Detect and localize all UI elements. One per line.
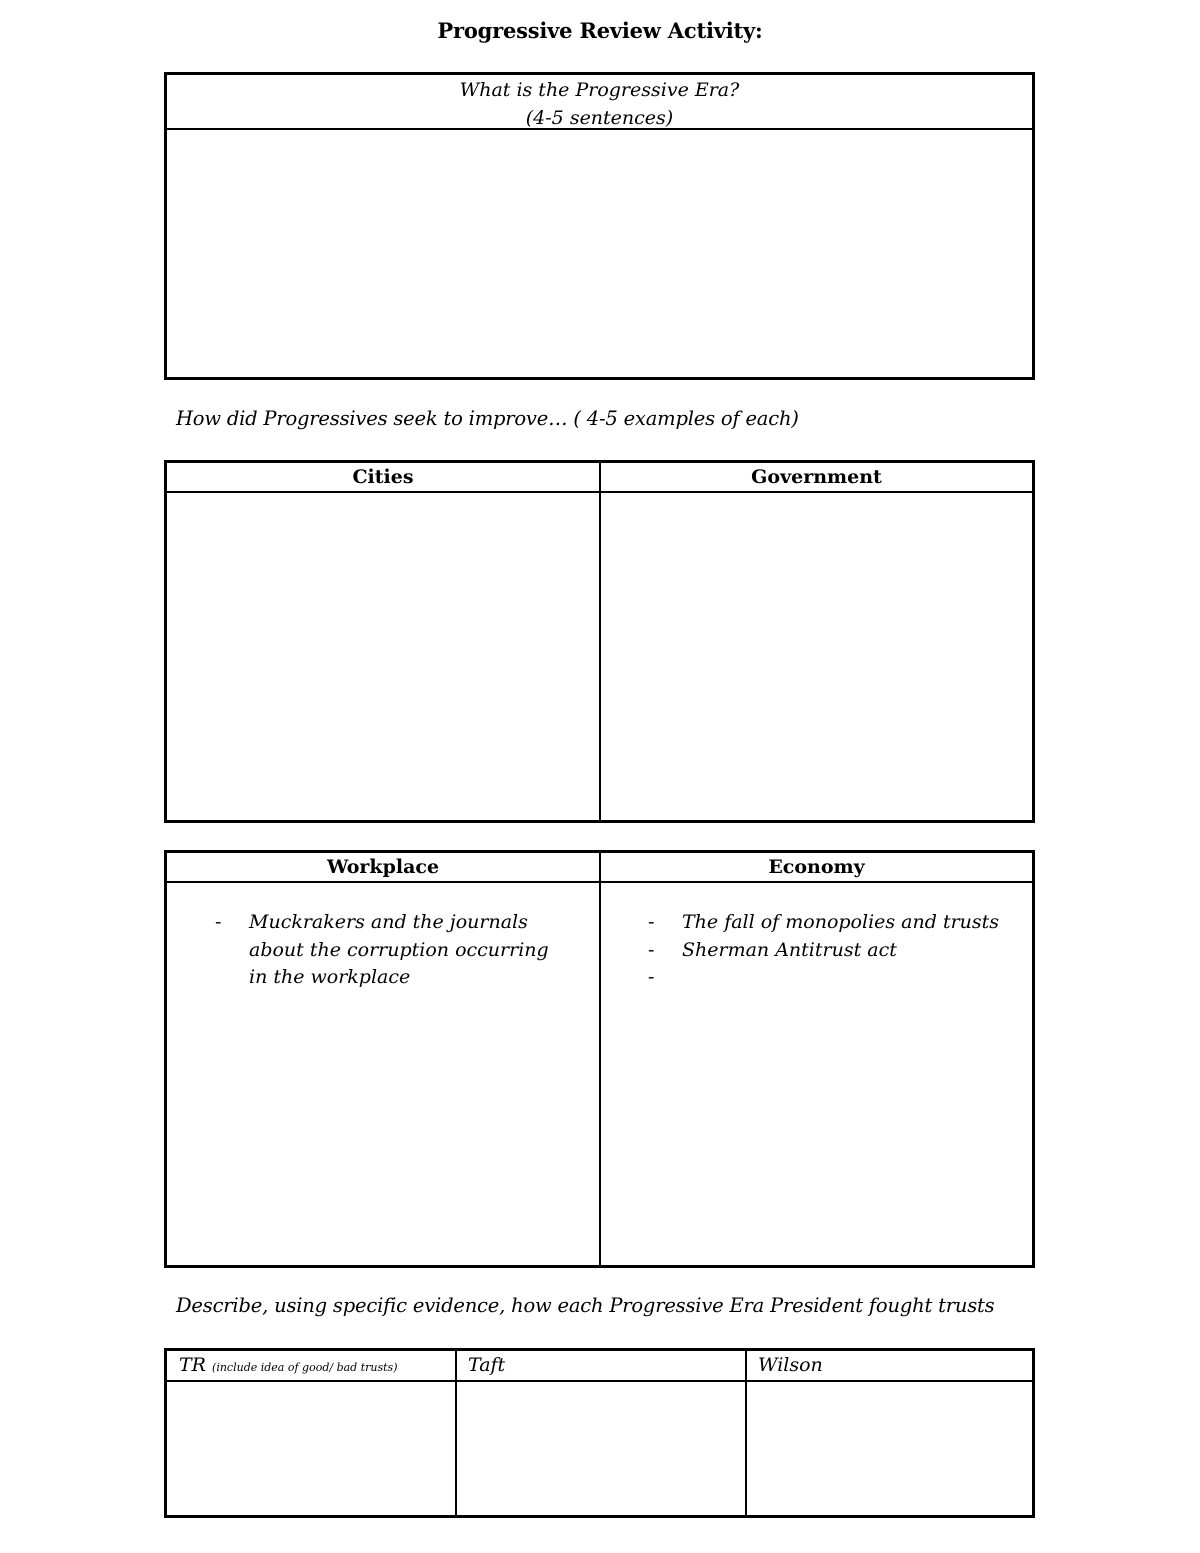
- era-hint: (4-5 sentences): [525, 107, 674, 129]
- economy-column: [601, 853, 1032, 1265]
- government-column: [601, 463, 1032, 820]
- government-header: Government: [601, 463, 1032, 493]
- list-item: [648, 937, 1028, 965]
- wilson-header: [747, 1351, 1032, 1382]
- wilson-answer-area[interactable]: [747, 1382, 1032, 1515]
- progressive-era-box: [164, 72, 1035, 380]
- dash-marker: -: [648, 966, 655, 988]
- list-item: [215, 909, 555, 992]
- wilson-label: Wilson: [758, 1354, 823, 1376]
- workplace-column: [167, 853, 601, 1265]
- dash-marker: -: [215, 911, 222, 933]
- cities-header: Cities: [167, 463, 599, 493]
- economy-list[interactable]: [648, 909, 1028, 992]
- tr-note: (include idea of good/ bad trusts): [212, 1361, 398, 1374]
- list-item: [648, 964, 1028, 992]
- cities-column: [167, 463, 601, 820]
- tr-answer-area[interactable]: [167, 1382, 455, 1515]
- page-title: Progressive Review Activity:: [437, 18, 763, 43]
- dash-marker: -: [648, 938, 655, 961]
- dash-marker: -: [648, 911, 655, 933]
- workplace-economy-grid: [164, 850, 1035, 1268]
- presidents-table: [164, 1348, 1035, 1518]
- workplace-list[interactable]: [215, 909, 555, 992]
- economy-header: Economy: [601, 853, 1032, 883]
- government-answer-area[interactable]: [601, 493, 1032, 820]
- taft-answer-area[interactable]: [457, 1382, 745, 1515]
- list-item-text: The fall of monopolies and trusts: [682, 911, 1000, 933]
- cities-government-grid: [164, 460, 1035, 823]
- taft-column: [457, 1351, 747, 1515]
- taft-label: Taft: [468, 1354, 506, 1376]
- era-question: What is the Progressive Era?: [459, 79, 740, 101]
- tr-column: [167, 1351, 457, 1515]
- era-answer-area[interactable]: [167, 130, 1032, 377]
- improve-prompt: How did Progressives seek to improve… ( 4-5 examples of each): [176, 407, 799, 430]
- era-question-header: [167, 75, 1032, 130]
- tr-label: TR: [179, 1354, 206, 1376]
- taft-header: [457, 1351, 745, 1382]
- list-item: [648, 909, 1028, 937]
- list-item-text: Sherman Antitrust act: [682, 938, 897, 961]
- workplace-header: Workplace: [167, 853, 599, 883]
- tr-header: [167, 1351, 455, 1382]
- wilson-column: [747, 1351, 1032, 1515]
- president-prompt: Describe, using specific evidence, how each Progressive Era President fought trusts: [176, 1294, 995, 1317]
- list-item-text: Muckrakers and the journals about the corruption occurring in the workplace: [249, 911, 549, 988]
- cities-answer-area[interactable]: [167, 493, 599, 820]
